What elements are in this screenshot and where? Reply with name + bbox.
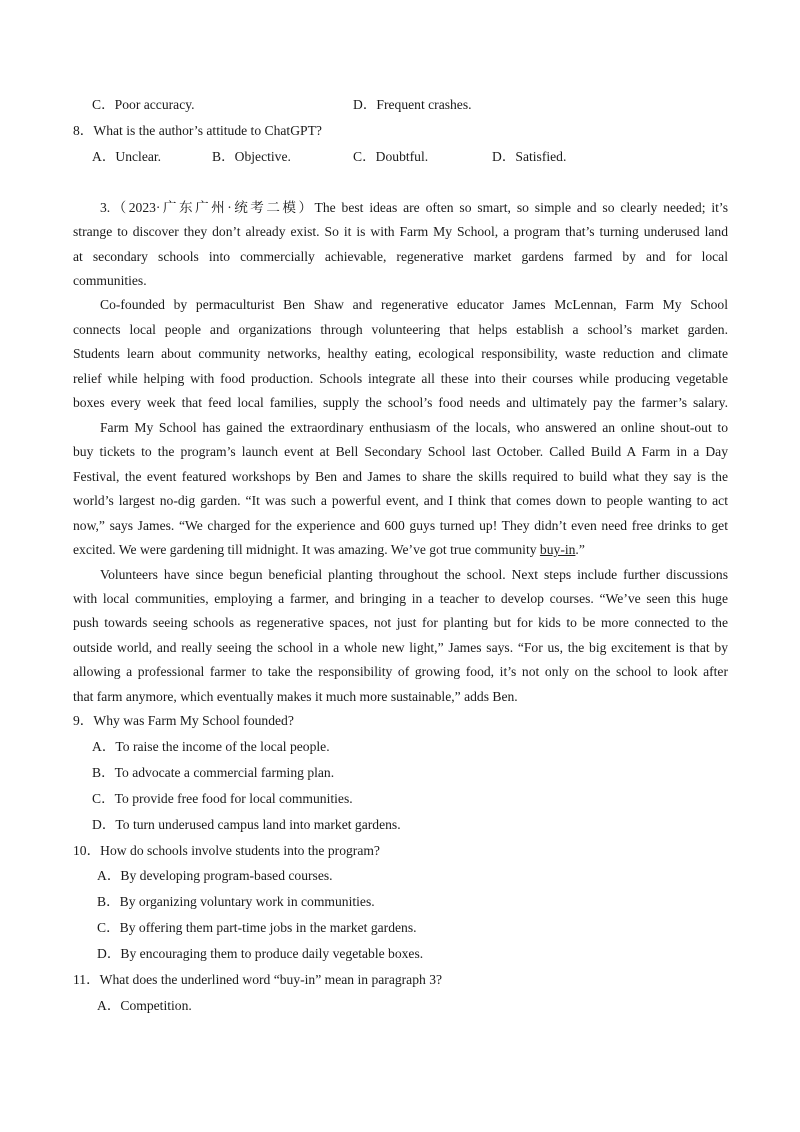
underlined-word: buy-in <box>539 542 576 557</box>
q7-option-d: D．Frequent crashes. <box>353 97 472 112</box>
q9-option-d: D．To turn underused campus land into market gardens. <box>92 817 401 832</box>
q9-option-a: A．To raise the income of the local people. <box>92 739 330 754</box>
passage-line <box>73 538 585 562</box>
passage-line: boxes every week that feed local families, supply the school’s food needs and ultimately pay the farmer’s salary. <box>73 395 728 410</box>
passage-line: relief while helping with food production. Schools integrate all these into their courses while producing vegetable <box>73 371 728 386</box>
q8-question: 8．What is the author’s attitude to ChatGPT? <box>73 123 322 138</box>
passage-line: 3.（2023·广东广州·统考二模）The best ideas are often so smart, so simple and so clearly needed; it’s <box>100 200 728 215</box>
passage-line: outside world, and really seeing the school in a whole new light,” James says. “For us, the big excitement is that by <box>73 640 728 655</box>
passage-line: now,” says James. “We charged for the experience and 600 guys turned up! They didn’t even need free drinks to get <box>73 518 728 533</box>
q9-option-c: C．To provide free food for local communities. <box>92 791 353 806</box>
passage-line: connects local people and organizations through volunteering that helps establish a school’s market garden. <box>73 322 728 337</box>
q10-option-a: A．By developing program-based courses. <box>97 868 333 883</box>
q10-option-d: D．By encouraging them to produce daily vegetable boxes. <box>97 946 424 961</box>
passage-line: Co-founded by permaculturist Ben Shaw and regenerative educator James McLennan, Farm My School <box>100 297 728 312</box>
passage-line: allowing a professional farmer to take the responsibility of growing food, it’s not only on the school to look after <box>73 664 728 679</box>
passage-line: strange to discover they don’t already exist. So it is with Farm My School, a program that’s turning underused land <box>73 224 728 239</box>
passage-line: world’s largest no-dig garden. “It was such a powerful event, and I think that comes down to people wanting to act <box>73 493 728 508</box>
q7-option-c: C．Poor accuracy. <box>92 97 195 112</box>
passage-line: that farm anymore, which eventually makes it much more sustainable,” adds Ben. <box>73 689 518 704</box>
q9-option-b: B．To advocate a commercial farming plan. <box>92 765 335 780</box>
q8-option-c: C．Doubtful. <box>353 149 429 164</box>
passage-line: Students learn about community networks, healthy eating, ecological responsibility, waste reduction and climate <box>73 346 728 361</box>
passage-text: .” <box>575 542 585 557</box>
q10-option-b: B．By organizing voluntary work in communities. <box>97 894 375 909</box>
passage-line: Farm My School has gained the extraordinary enthusiasm of the locals, who answered an online shout-out to <box>100 420 728 435</box>
q10-option-c: C．By offering them part-time jobs in the market gardens. <box>97 920 417 935</box>
q8-option-a: A．Unclear. <box>92 149 162 164</box>
q11-option-a: A．Competition. <box>97 998 192 1013</box>
passage-line: communities. <box>73 273 147 288</box>
q8-option-d: D．Satisfied. <box>492 149 567 164</box>
passage-line: at secondary schools into commercially achievable, regenerative market gardens farmed by and for local <box>73 249 728 264</box>
q8-option-b: B．Objective. <box>212 149 291 164</box>
passage-line: with local communities, employing a farmer, and bringing in a teacher to develop courses. “We’ve seen this huge <box>73 591 728 606</box>
passage-text: excited. We were gardening till midnight. It was amazing. We’ve got true community <box>73 542 540 557</box>
passage-line: Volunteers have since begun beneficial planting throughout the school. Next steps include further discussions <box>100 567 728 582</box>
q11-question: 11．What does the underlined word “buy-in” mean in paragraph 3? <box>73 972 443 987</box>
passage-line: Festival, the event featured workshops by Ben and James to share the skills required to build what they say is the <box>73 469 728 484</box>
passage-line: push towards seeing schools as regenerative spaces, not just for planting but for kids to be more connected to the <box>73 615 728 630</box>
passage-line: buy tickets to the program’s launch event at Bell Secondary School last October. Called Build A Farm in a Day <box>73 444 728 459</box>
q10-question: 10．How do schools involve students into the program? <box>73 843 380 858</box>
q9-question: 9．Why was Farm My School founded? <box>73 713 294 728</box>
